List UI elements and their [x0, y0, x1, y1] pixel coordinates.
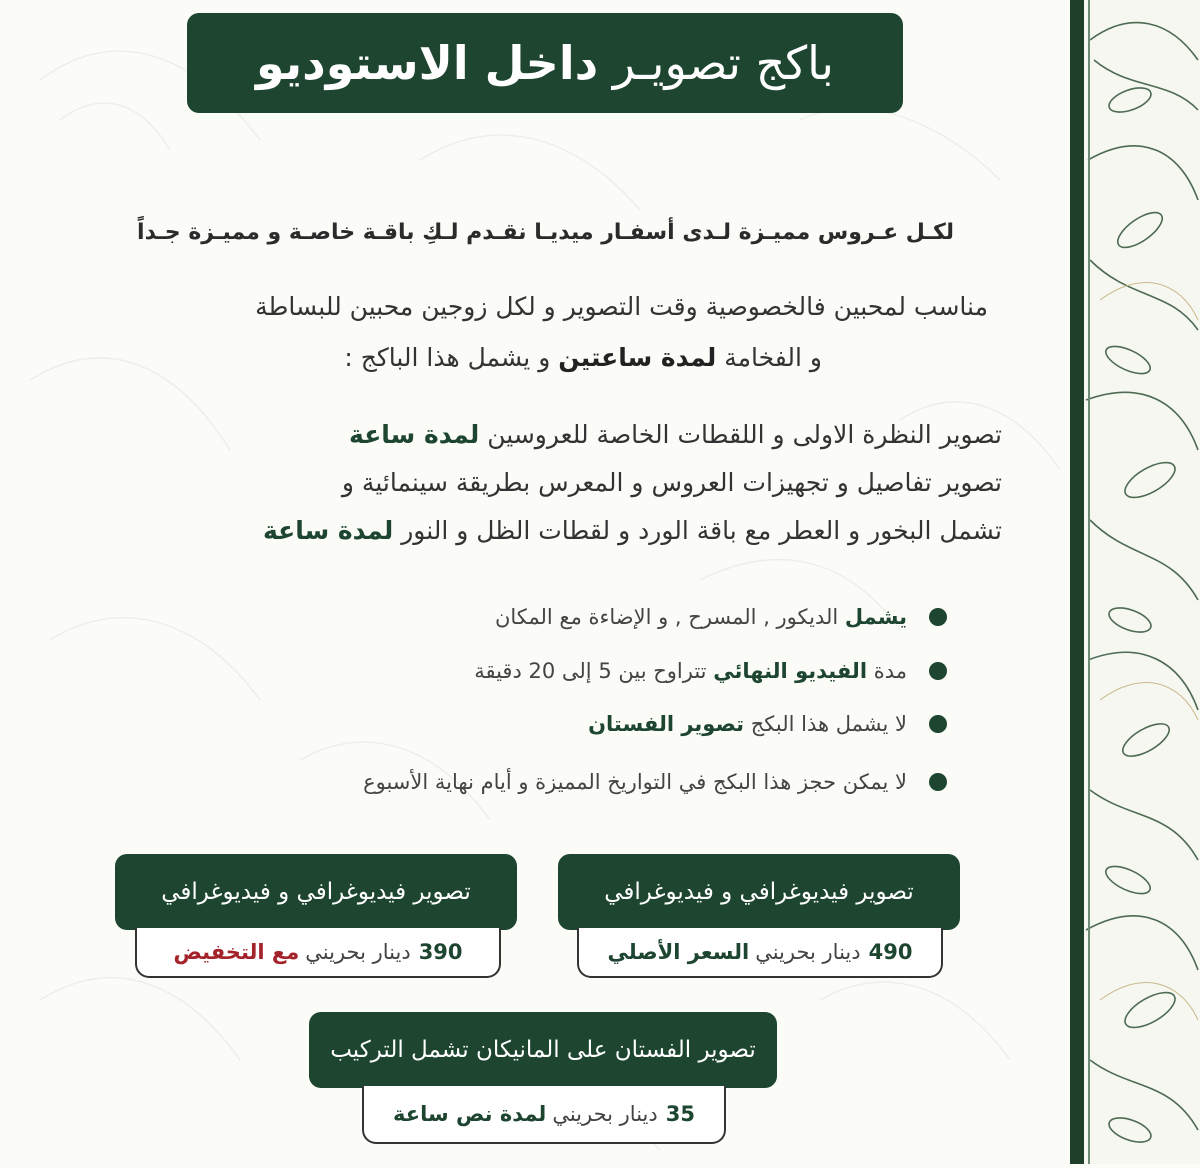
price-note: لمدة نص ساعة: [393, 1102, 547, 1126]
tagline: لكـل عـروس مميـزة لـدى أسفـار ميديـا نقـدم لـكِ باقـة خاصـة و مميـزة جـداً: [137, 220, 954, 245]
price-note: السعر الأصلي: [607, 940, 750, 964]
feature-duration: لمدة ساعة: [263, 516, 394, 545]
package-title-box: [558, 854, 960, 930]
side-border-bar: [1070, 0, 1084, 1164]
bullet-prefix: لا يمكن حجز هذا البكج في التواريخ المميزة و أيام نهاية الأسبوع: [363, 770, 907, 794]
price-value: 490: [868, 940, 913, 964]
feature-text: تشمل البخور و العطر مع باقة الورد و لقطات الظل و النور: [401, 516, 1002, 545]
price-unit: دينار بحريني: [305, 940, 411, 964]
feature-line: [342, 468, 1002, 497]
package-price-box: [362, 1086, 726, 1144]
feature-line: [263, 516, 1002, 545]
package-title: تصوير الفستان على المانيكان تشمل التركيب: [330, 1037, 756, 1063]
price-value: 35: [665, 1102, 695, 1126]
bullet-bold: تصوير الفستان: [588, 712, 745, 736]
price-value: 390: [418, 940, 463, 964]
title-bold-part: داخل الاستوديو: [256, 36, 599, 90]
title-banner: [187, 13, 903, 113]
feature-text: تصوير النظرة الاولى و اللقطات الخاصة للعروسين: [487, 420, 1002, 449]
side-border-line: [1088, 0, 1090, 1164]
page-title: [256, 36, 834, 90]
package-title: تصوير فيديوغرافي و فيديوغرافي: [604, 879, 914, 905]
bullet-item: [495, 605, 947, 629]
bullet-bold: الفيديو النهائي: [713, 659, 868, 683]
discount-note: مع التخفيض: [173, 940, 300, 964]
feature-duration: لمدة ساعة: [349, 420, 480, 449]
package-price-box: [577, 928, 943, 978]
bullet-dot-icon: [929, 715, 947, 733]
package-price-box: [135, 928, 501, 978]
bullet-bold: يشمل: [844, 605, 907, 629]
bullet-item: [588, 712, 947, 736]
bullet-dot-icon: [929, 662, 947, 680]
intro-line-2-suffix: و يشمل هذا الباكج :: [344, 343, 551, 372]
package-title-box: [309, 1012, 777, 1088]
intro-line-2-prefix: و الفخامة: [724, 343, 822, 372]
bullet-item: [363, 770, 947, 794]
package-title-box: [115, 854, 517, 930]
bullet-prefix: مدة: [873, 659, 907, 683]
bullet-text: تتراوح بين 5 إلى 20 دقيقة: [474, 659, 707, 683]
package-title: تصوير فيديوغرافي و فيديوغرافي: [161, 879, 471, 905]
price-unit: دينار بحريني: [755, 940, 861, 964]
bullet-prefix: لا يشمل هذا البكج: [750, 712, 907, 736]
bullet-dot-icon: [929, 608, 947, 626]
intro-line-1: مناسب لمحبين فالخصوصية وقت التصوير و لكل زوجين محبين للبساطة: [255, 292, 988, 321]
bullet-item: [474, 659, 947, 683]
feature-text: تصوير تفاصيل و تجهيزات العروس و المعرس بطريقة سينمائية و: [341, 468, 1002, 497]
title-light-part: باكج تصويـر: [612, 36, 834, 90]
intro-duration: لمدة ساعتين: [558, 343, 717, 372]
price-unit: دينار بحريني: [552, 1102, 658, 1126]
intro-line-2: [344, 343, 822, 372]
feature-line: [349, 420, 1002, 449]
bullet-dot-icon: [929, 773, 947, 791]
bullet-text: الديكور , المسرح , و الإضاءة مع المكان: [494, 605, 839, 629]
